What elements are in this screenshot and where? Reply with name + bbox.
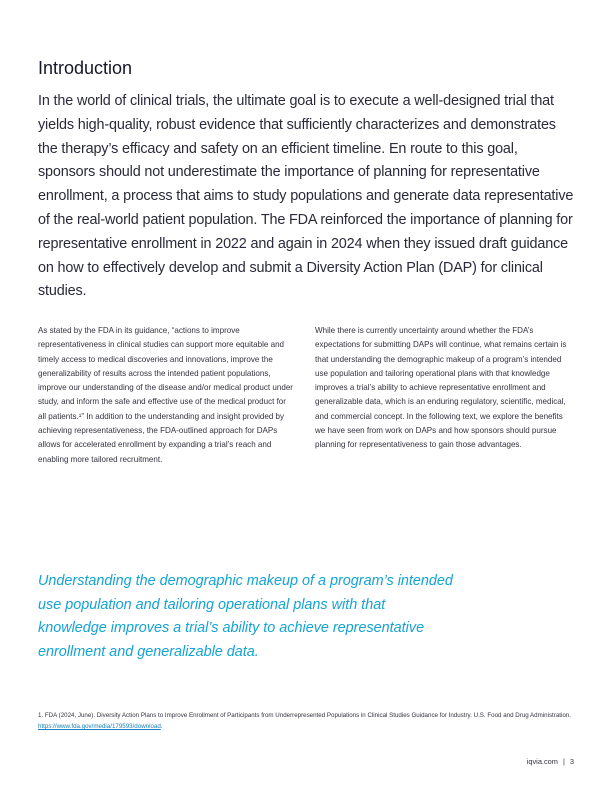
footer-separator: | <box>562 757 565 766</box>
footer-site: iqvia.com <box>526 757 558 766</box>
footnote-link[interactable]: https://www.fda.gov/media/179593/download <box>38 723 161 730</box>
section-heading: Introduction <box>38 58 133 78</box>
footnote-text: 1. FDA (2024, June). Diversity Action Plans to Improve Enrollment of Participants from Underrepresented Populations in Clinical Studies Guidance for Industry. U.S. Food and Drug Administration. <box>38 712 571 719</box>
page-number: 3 <box>569 757 574 766</box>
page-footer <box>527 757 574 766</box>
footnote <box>38 710 583 732</box>
lead-paragraph: In the world of clinical trials, the ultimate goal is to execute a well-designed trial that yields high-quality, robust evidence that sufficiently characterizes and demonstrates the therapy’s efficacy and safety on an efficient timeline. En route to this goal, sponsors should not underestimate the importance of planning for representative enrollment, a process that aims to study populations and generate data representative of the real-world patient population. The FDA reinforced the importance of planning for representative enrollment in 2022 and again in 2024 when they issued draft guidance on how to effectively develop and submit a Diversity Action Plan (DAP) for clinical studies. <box>38 93 574 300</box>
left-column-paragraph: As stated by the FDA in its guidance, “actions to improve representativeness in clinical studies can support more equitable and timely access to medical discoveries and innovations, improve the generalizability of results across the intended patient populations, improve our understanding of the disease and/or medical product under study, and inform the safe and effective use of the medical product for all patients.¹” In addition to the understanding and insight provided by achieving representativeness, the FDA-outlined approach for DAPs allows for accelerated enrollment by expanding a trial’s reach and enabling more tailored recruitment. <box>38 326 293 464</box>
right-column-paragraph: While there is currently uncertainty around whether the FDA’s expectations for submitting DAPs will continue, what remains certain is that understanding the demographic makeup of a program’s intended use population and tailoring operational plans with that knowledge improves a trial’s ability to achieve representative enrollment and generalizable data, which is an enduring regulatory, scientific, medical, and commercial concept. In the following text, we explore the benefits we have seen from work on DAPs and how sponsors should pursue planning for representativeness to gain those advantages. <box>315 326 567 450</box>
footnote-period: . <box>160 723 163 730</box>
pull-quote: Understanding the demographic makeup of a program’s intended use population and tailoring operational plans with that knowledge improves a trial’s ability to achieve representative enrollment and generalizable data. <box>38 573 453 660</box>
